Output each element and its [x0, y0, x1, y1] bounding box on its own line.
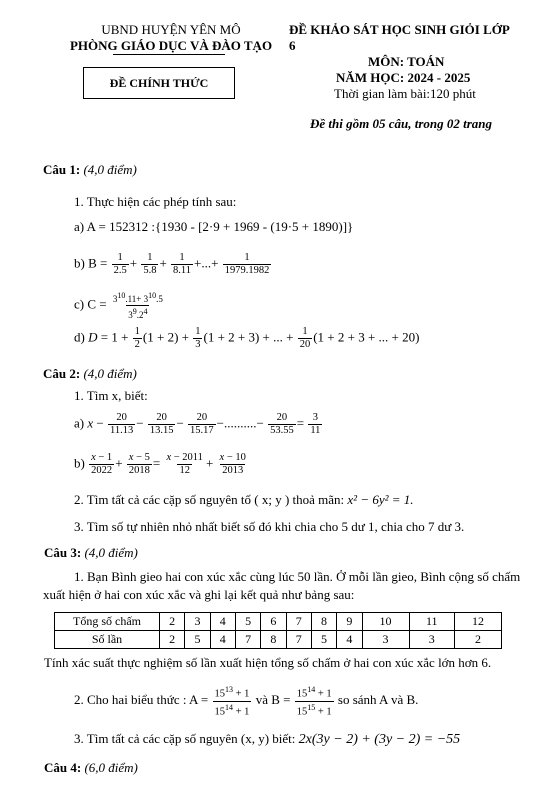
q3-part2: 2. Cho hai biểu thức : A = $\frac{15^{13} + 1}{15^{14} + 1}$ và B = $\frac{15^{14} + 1}{15^{15} + 1}$ so sánh A và B. — [74, 685, 419, 717]
q2-b: b) $\frac{x - 1}{2022}$ + $\frac{x - 5}{2018}$ = $\frac{x - 2011}{12}$ + $\frac{x - 10}{2013}$ — [74, 452, 246, 476]
q3-part2-mid: và B = — [255, 691, 291, 707]
table-row-label: Tổng số chấm — [55, 613, 160, 631]
q3-heading — [44, 545, 138, 561]
table-cell: 5 — [311, 631, 336, 649]
exam-title-grade: 6 — [289, 38, 296, 53]
table-cell: 7 — [286, 613, 311, 631]
q3-part2-prefix: 2. Cho hai biểu thức : A = — [74, 691, 209, 707]
table-row — [55, 613, 502, 631]
q2-part2-equation: x² − 6y² = 1. — [347, 492, 414, 507]
q3-part1-after: Tính xác suất thực nghiệm số lần xuất hiện tổng số chấm ở hai con xúc xắc lớn hơn 6. — [44, 655, 492, 670]
q1-heading — [43, 162, 137, 178]
q1-title: Câu 1: — [43, 162, 81, 177]
q2-title: Câu 2: — [43, 366, 81, 381]
q3-points: (4,0 điểm) — [84, 545, 138, 560]
table-cell: 5 — [185, 631, 210, 649]
table-row-label: Số lần — [55, 631, 160, 649]
table-cell: 2 — [160, 631, 185, 649]
q4-title: Câu 4: — [44, 760, 82, 775]
q2-heading — [43, 366, 137, 382]
q2-part2-text: 2. Tìm tất cả các cặp số nguyên tố ( x; y ) thoả mãn: — [74, 492, 345, 507]
exam-subject: MÔN: TOÁN — [368, 54, 445, 69]
exam-year: NĂM HỌC: 2024 - 2025 — [336, 70, 471, 85]
header-underline — [113, 54, 225, 55]
table-cell: 11 — [409, 613, 454, 631]
q3-part2-suffix: so sánh A và B. — [337, 691, 419, 707]
q1-points: (4,0 điểm) — [83, 162, 137, 177]
table-cell: 8 — [261, 631, 286, 649]
table-cell: 2 — [454, 631, 501, 649]
table-cell: 10 — [362, 613, 409, 631]
q3-part3 — [74, 731, 460, 748]
table-cell: 2 — [160, 613, 185, 631]
table-cell: 5 — [235, 613, 260, 631]
table-cell: 9 — [337, 613, 362, 631]
table-cell: 12 — [454, 613, 501, 631]
q2-a: a) x − $\frac{20}{11.13}$ − $\frac{20}{13.15}$ − $\frac{20}{15.17}$ −..........− $\frac{20}{53.55}$ = $\frac{3}{11}$ — [74, 412, 321, 436]
table-cell: 8 — [311, 613, 336, 631]
q1-c-prefix: c) C = — [74, 296, 107, 312]
q2-b-prefix: b) — [74, 455, 85, 471]
table-row — [55, 631, 502, 649]
exam-time: Thời gian làm bài:120 phút — [334, 86, 476, 101]
table-cell: 6 — [261, 613, 286, 631]
table-cell: 7 — [235, 631, 260, 649]
q1-d: d) D = 1 + $\frac{1}{2}$ (1 + 2) + $\frac{1}{3}$ (1 + 2 + 3) + ... + $\frac{1}{20}$ (1 + 2 + 3 + ... + 20) — [74, 326, 420, 350]
header-district: UBND HUYỆN YÊN MÔ — [101, 22, 241, 37]
official-stamp-box — [83, 67, 235, 99]
exam-note: Đề thi gồm 05 câu, trong 02 trang — [310, 116, 493, 131]
table-cell: 4 — [210, 631, 235, 649]
q3-part3-text: 3. Tìm tất cả các cặp số nguyên (x, y) biết: — [74, 731, 296, 746]
q2-part2 — [74, 492, 414, 508]
dice-results-table — [54, 612, 502, 649]
q3-part1-line1: 1. Bạn Bình gieo hai con xúc xắc cùng lúc 50 lần. Ở mỗi lần gieo, Bình cộng số chấm — [74, 569, 521, 584]
q3-part1-line2: xuất hiện ở hai con xúc xắc và ghi lại kết quả như bảng sau: — [43, 587, 355, 602]
table-cell: 4 — [337, 631, 362, 649]
table-cell: 4 — [210, 613, 235, 631]
q2-part1: 1. Tìm x, biết: — [74, 388, 148, 403]
exam-title: ĐỀ KHẢO SÁT HỌC SINH GIỎI LỚP — [289, 22, 510, 37]
official-label: ĐỀ CHÍNH THỨC — [109, 76, 209, 90]
q3-title: Câu 3: — [44, 545, 82, 560]
table-cell: 3 — [409, 631, 454, 649]
q4-heading — [44, 760, 138, 776]
q2-part3: 3. Tìm số tự nhiên nhỏ nhất biết số đó khi chia cho 5 dư 1, chia cho 7 dư 3. — [74, 519, 465, 534]
q4-points: (6,0 điểm) — [84, 760, 138, 775]
table-cell: 7 — [286, 631, 311, 649]
q1-a: a) A = 152312 :{1930 - [2·9 + 1969 - (19·5 + 1890)]} — [74, 219, 354, 234]
q1-d-prefix: d) — [74, 329, 85, 345]
q3-part3-equation: 2x(3y − 2) + (3y − 2) = −55 — [298, 732, 461, 747]
q1-c: c) C = $\frac{3^{10}.11+ 3^{10}.5}{3^9.2^4}$ — [74, 291, 163, 320]
table-cell: 3 — [362, 631, 409, 649]
table-cell: 3 — [185, 613, 210, 631]
header-department: PHÒNG GIÁO DỤC VÀ ĐÀO TẠO — [69, 38, 273, 53]
q1-b: b) B = $\frac{1}{2.5}$ + $\frac{1}{5.8}$ + $\frac{1}{8.11}$ +...+ $\frac{1}{1979.1982}$ — [74, 252, 270, 276]
q1-part1: 1. Thực hiện các phép tính sau: — [74, 194, 237, 209]
q2-a-prefix: a) — [74, 415, 85, 431]
q2-points: (4,0 điểm) — [83, 366, 137, 381]
q1-b-prefix: b) B = — [74, 255, 108, 271]
